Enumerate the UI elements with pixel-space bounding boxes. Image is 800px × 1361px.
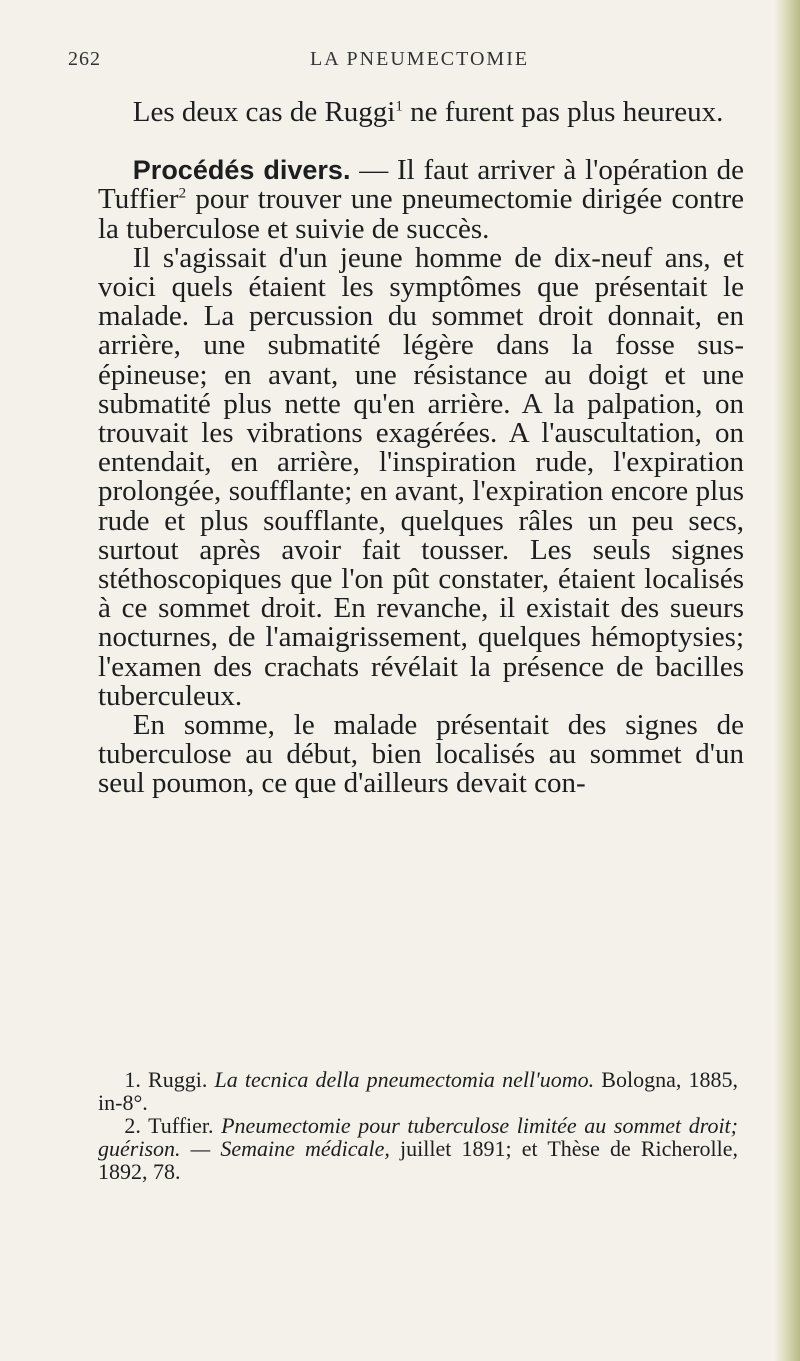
- paragraph-1: [98, 98, 744, 127]
- paragraph-2: [98, 156, 744, 244]
- paragraph-2-part-a: — Il faut arriver à l'opération de Tuffier: [98, 154, 744, 216]
- paragraph-4: En somme, le malade présentait des signes de tuberculose au début, bien localisés au sommet d'un seul poumon, ce que d'ailleurs devait con-: [98, 709, 744, 800]
- footnote-1-rest: Bologna, 1885, in-8°.: [98, 1067, 738, 1115]
- footnote-2-author: 2. Tuffier.: [124, 1113, 222, 1138]
- footnote-ref-2: 2: [178, 185, 187, 202]
- footnote-1: [98, 1068, 738, 1114]
- footnote-1-author: 1. Ruggi.: [124, 1067, 215, 1092]
- paragraph-1-text: Les deux cas de Ruggi: [132, 96, 396, 128]
- page-edge-shadow: [774, 0, 800, 1361]
- paragraph-2-part-b: pour trouver une pneumectomie dirigée contre la tuberculose et suivie de succès.: [98, 183, 744, 245]
- running-head: [0, 48, 800, 74]
- footnote-2-rest: juillet 1891; et Thèse de Richerolle, 1892, 78.: [98, 1136, 739, 1184]
- footnote-2: [98, 1114, 738, 1183]
- paragraph-3: Il s'agissait d'un jeune homme de dix-neuf ans, et voici quels étaient les symptômes que présentait le malade. La percussion du sommet droit donnait, en arrière, une submatité légère dans la fosse sus-épineuse; en avant, une résistance au doigt et une submatité plus nette qu'en arrière. A la palpation, on trouvait les vibrations exagérées. A l'auscultation, on entendait, en arrière, l'inspiration rude, l'expiration prolongée, soufflante; en avant, l'expiration encore plus rude et plus soufflante, quelques râles un peu secs, surtout après avoir fait tousser. Les seuls signes stéthoscopiques que l'on pût constater, étaient localisés à ce sommet droit. En revanche, il existait des sueurs nocturnes, de l'amaigrissement, quelques hémoptysies; l'examen des crachats révélait la présence de bacilles tuberculeux.: [98, 241, 744, 712]
- footnotes: [98, 1068, 738, 1183]
- body-text: [98, 98, 744, 799]
- footnote-ref-1: 1: [395, 98, 403, 115]
- page-number: 262: [68, 48, 101, 70]
- footnote-2-title: Pneumectomie pour tuberculose limitée au sommet droit; guérison. — Semaine médicale,: [98, 1113, 738, 1161]
- paragraph-1-rest: ne furent pas plus heureux.: [402, 96, 724, 128]
- footnote-1-title: La tecnica della pneumectomia nell'uomo.: [214, 1067, 595, 1092]
- section-heading: Procédés divers.: [132, 155, 351, 186]
- running-title: LA PNEUMECTOMIE: [310, 48, 530, 70]
